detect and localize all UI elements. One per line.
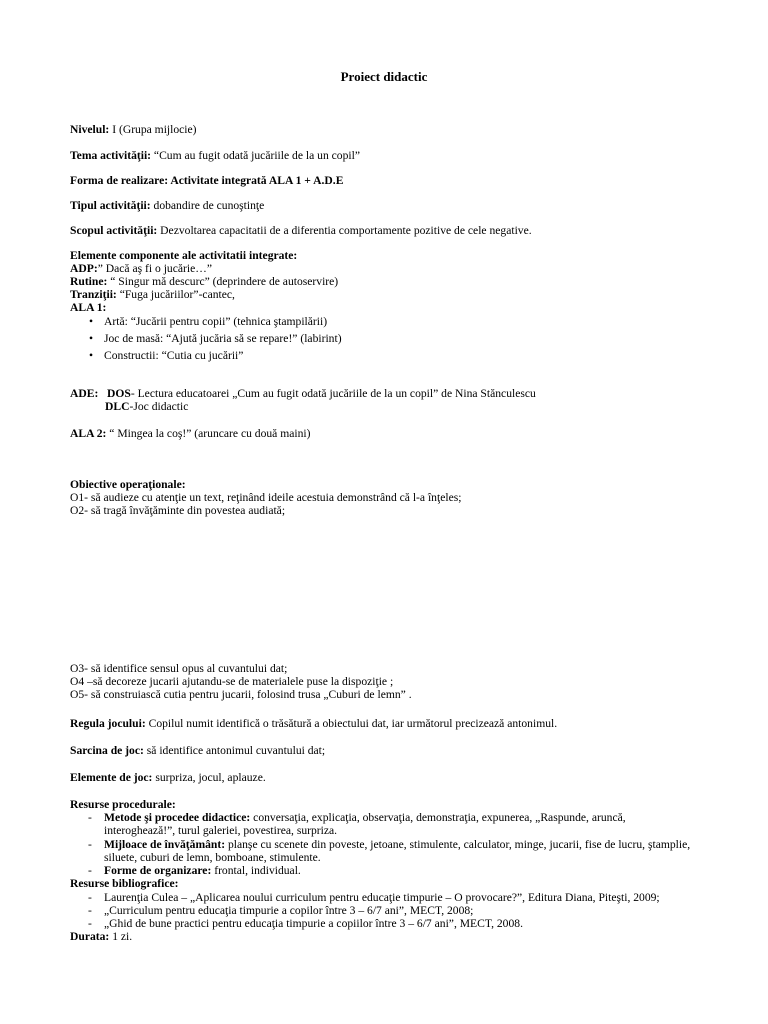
mijloace-value: planşe cu scenete din poveste, jetoane, stimulente, calculator, minge, jucarii, fise de lucru, ştamplie, (225, 838, 691, 851)
regula-label: Regula jocului: (70, 717, 146, 730)
tranzitii-value: “Fuga jucăriilor”-cantec, (116, 288, 235, 301)
objective-o2: O2- să tragă învăţăminte din povestea audiată; (70, 504, 286, 517)
ala2-value: “ Mingea la coş!” (aruncare cu două maini) (106, 427, 311, 440)
ala1-item: Artă: “Jucării pentru copii” (tehnica ştampilării) (104, 315, 328, 328)
durata-label: Durata: (70, 930, 110, 943)
mijloace-label: Mijloace de învăţământ: (104, 838, 226, 851)
scopul-line (70, 224, 730, 237)
obiective-heading-text: Obiective operaţionale: (70, 478, 186, 491)
dash-icon: - (88, 864, 92, 877)
forma-label: Forma de realizare: (70, 174, 169, 187)
durata-value: 1 zi. (109, 930, 133, 943)
objective-o4: O4 –să decoreze jucarii ajutandu-se de materialele puse la dispoziţie ; (70, 675, 394, 688)
metode-line-2: interoghează!”, turul galeriei, povestirea, surpriza. (104, 824, 338, 837)
sarcina-label: Sarcina de joc: (70, 744, 144, 757)
elemente-heading (70, 249, 730, 262)
tipul-line (70, 199, 730, 212)
ala2-line (70, 427, 730, 440)
adp-line (70, 262, 730, 275)
tema-line (70, 149, 730, 162)
rutine-line (70, 275, 730, 288)
ala2-label: ALA 2: (70, 427, 107, 440)
adp-value: ” Dacă aş fi o jucărie…” (97, 262, 212, 275)
elemente-heading-text: Elemente componente ale activitatii integrate: (70, 249, 298, 262)
tipul-label: Tipul activităţii: (70, 199, 151, 212)
dash-icon: - (88, 904, 92, 917)
forme-value: frontal, individual. (211, 864, 301, 877)
dash-icon: - (88, 891, 92, 904)
ade-dos (107, 387, 536, 400)
bibliography-item: „Ghid de bune practici pentru educaţia timpurie a copiilor între 3 – 6/7 ani”, MECT, 2008. (104, 917, 523, 930)
tipul-value: dobandire de cunoştinţe (150, 199, 265, 212)
bullet-icon: • (89, 332, 94, 345)
forma-line (70, 174, 730, 187)
dash-icon: - (88, 917, 92, 930)
regula-line (70, 717, 730, 730)
forme-line (104, 864, 301, 877)
metode-label: Metode şi procedee didactice: (104, 811, 251, 824)
ade-dlc (105, 400, 188, 413)
nivel-line (70, 123, 730, 136)
regula-value: Copilul numit identifică o trăsătură a obiectului dat, iar următorul precizează antonimul. (145, 717, 558, 730)
dash-icon: - (88, 838, 92, 851)
obiective-heading (70, 478, 730, 491)
tema-label: Tema activităţii: (70, 149, 152, 162)
ade-label: ADE: (70, 387, 99, 400)
adp-label: ADP: (70, 262, 98, 275)
resurse-bibliografice-text: Resurse bibliografice: (70, 877, 179, 890)
metode-value: conversaţia, explicaţia, observaţia, demonstraţia, expunerea, „Raspunde, aruncă, (250, 811, 626, 824)
elemente-joc-line (70, 771, 730, 784)
durata-line (70, 930, 730, 943)
bullet-icon: • (89, 315, 94, 328)
dash-icon: - (88, 811, 92, 824)
ala1-heading (70, 301, 730, 314)
rutine-value: “ Singur mă descurc” (deprindere de autoservire) (107, 275, 339, 288)
rutine-label: Rutine: (70, 275, 108, 288)
elemente-joc-label: Elemente de joc: (70, 771, 153, 784)
bullet-icon: • (89, 349, 94, 362)
tema-value: “Cum au fugit odată jucăriile de la un copil” (151, 149, 360, 162)
scopul-value: Dezvoltarea capacitatii de a diferentia comportamente pozitive de cele negative. (157, 224, 532, 237)
objective-o3: O3- să identifice sensul opus al cuvantului dat; (70, 662, 288, 675)
tranzitii-label: Tranziţii: (70, 288, 117, 301)
nivel-value: I (Grupa mijlocie) (109, 123, 197, 136)
forme-label: Forme de organizare: (104, 864, 212, 877)
elemente-joc-value: surpriza, jocul, aplauze. (152, 771, 266, 784)
dlc-value: -Joc didactic (129, 400, 189, 413)
sarcina-line (70, 744, 730, 757)
ala1-item: Constructii: “Cutia cu jucării” (104, 349, 244, 362)
resurse-bibliografice-heading (70, 877, 730, 890)
dlc-label: DLC (105, 400, 130, 413)
scopul-label: Scopul activităţii: (70, 224, 158, 237)
ala1-label: ALA 1: (70, 301, 107, 314)
sarcina-value: să identifice antonimul cuvantului dat; (143, 744, 326, 757)
nivel-label: Nivelul: (70, 123, 110, 136)
mijloace-line-2: siluete, cuburi de lemn, bomboane, stimulente. (104, 851, 321, 864)
document-title: Proiect didactic (340, 69, 428, 84)
ala1-item: Joc de masă: “Ajută jucăria să se repare!” (labirint) (104, 332, 342, 345)
objective-o1: O1- să audieze cu atenţie un text, reţinând ideile acestuia demonstrând că l-a înţeles; (70, 491, 462, 504)
forma-value: Activitate integrată ALA 1 + A.D.E (168, 174, 344, 187)
tranzitii-line (70, 288, 730, 301)
mijloace-line (104, 838, 690, 851)
objective-o5: O5- să construiască cutia pentru jucarii, folosind trusa „Cuburi de lemn” . (70, 688, 412, 701)
resurse-procedurale-text: Resurse procedurale: (70, 798, 176, 811)
metode-line (104, 811, 626, 824)
bibliography-item: „Curriculum pentru educaţia timpurie a copilor între 3 – 6/7 ani”, MECT, 2008; (104, 904, 474, 917)
dos-label: DOS (107, 387, 131, 400)
resurse-procedurale-heading (70, 798, 730, 811)
bibliography-item: Laurenţia Culea – „Aplicarea noului curriculum pentru educaţie timpurie – O provocare?”, Editura Diana, Piteşti, 2009; (104, 891, 660, 904)
dos-value: - Lectura educatoarei „Cum au fugit odată jucăriile de la un copil” de Nina Stănculescu (130, 387, 536, 400)
